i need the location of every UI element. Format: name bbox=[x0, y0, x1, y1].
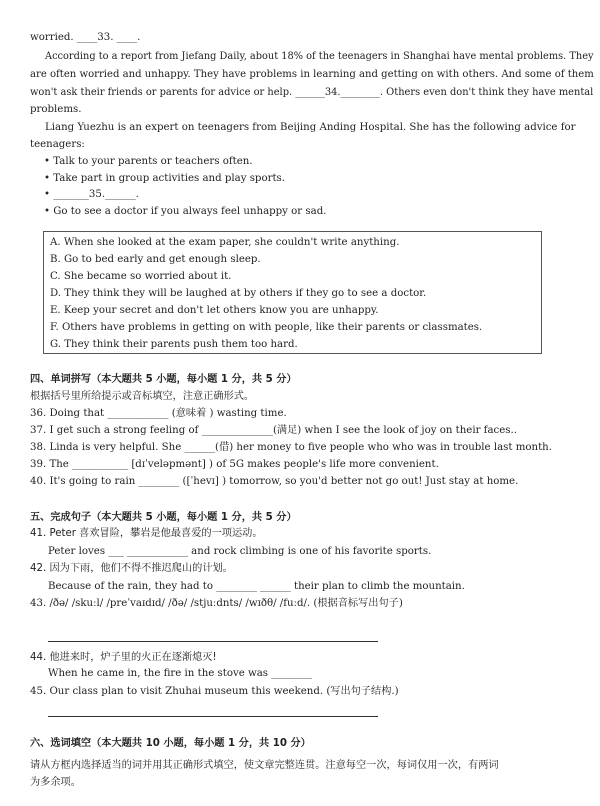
passage-line: problems. bbox=[30, 104, 82, 115]
advice-item: • Go to see a doctor if you always feel unhappy or sad. bbox=[44, 206, 327, 217]
section4-instruction: 根据括号里所给提示或音标填空，注意正确形式。 bbox=[30, 391, 255, 402]
section6-instruction-cont: 为多余项。 bbox=[30, 777, 81, 788]
option-f: F. Others have problems in getting on with people, like their parents or classmates. bbox=[50, 322, 483, 333]
question-41: 41. Peter 喜欢冒险，攀岩是他最喜爱的一项运动。 bbox=[30, 528, 263, 539]
question-39: 39. The ___________ [dɪˈveləpmənt] ) of 5G makes people's life more convenient. bbox=[30, 459, 439, 470]
advice-item: • Take part in group activities and play sports. bbox=[44, 173, 286, 184]
option-b: B. Go to bed early and get enough sleep. bbox=[50, 254, 261, 265]
option-c: C. She became so worried about it. bbox=[50, 271, 232, 282]
question-45: 45. Our class plan to visit Zhuhai museum this weekend. (写出句子结构.) bbox=[30, 686, 399, 697]
section6-title: 六、选词填空（本大题共 10 小题，每小题 1 分，共 10 分） bbox=[30, 738, 311, 749]
question-38: 38. Linda is very helpful. She ______(借) her money to five people who who was in trouble last month. bbox=[30, 442, 552, 453]
section5-title: 五、完成句子（本大题共 5 小题，每小题 1 分，共 5 分） bbox=[30, 512, 297, 523]
advice-item: • Talk to your parents or teachers often. bbox=[44, 156, 253, 167]
question-44-sentence: When he came in, the fire in the stove was ________ bbox=[48, 668, 313, 679]
section4-title: 四、单词拼写（本大题共 5 小题，每小题 1 分，共 5 分） bbox=[30, 374, 297, 385]
passage-line: worried. ____33. ____. bbox=[30, 32, 141, 43]
question-42: 42. 因为下雨，他们不得不推迟爬山的计划。 bbox=[30, 563, 233, 574]
option-g: G. They think their parents push them too hard. bbox=[50, 339, 298, 350]
question-36: 36. Doing that ____________ (意味着 ) wasting time. bbox=[30, 408, 287, 419]
answer-line-45 bbox=[48, 716, 378, 717]
question-41-sentence: Peter loves ___ ____________ and rock climbing is one of his favorite sports. bbox=[48, 546, 432, 557]
question-43: 43. /ðə/ /skuːl/ /preˈvaɪdɪd/ /ðə/ /stjuːdnts/ /wɪðθ/ /fuːd/. (根据音标写出句子) bbox=[30, 598, 403, 609]
question-42-sentence: Because of the rain, they had to ________ ______ their plan to climb the mountain. bbox=[48, 581, 465, 592]
option-e: E. Keep your secret and don't let others know you are unhappy. bbox=[50, 305, 379, 316]
answer-line-43 bbox=[48, 641, 378, 642]
question-44: 44. 他进来时，炉子里的火正在逐渐熄灭! bbox=[30, 652, 217, 663]
option-a: A. When she looked at the exam paper, she couldn't write anything. bbox=[50, 237, 400, 248]
section6-instruction: 请从方框内选择适当的词并用其正确形式填空，使文章完整连贯。注意每空一次，每词仅用一次，有两词 bbox=[30, 760, 499, 771]
passage-line: are often worried and unhappy. They have problems in learning and getting on with others. And some of them bbox=[30, 69, 594, 80]
option-d: D. They think they will be laughed at by others if they go to see a doctor. bbox=[50, 288, 427, 299]
passage-line: won't ask their friends or parents for advice or help. ______34.________. Others even don't think they have mental bbox=[30, 87, 594, 98]
advice-item: • _______35.______. bbox=[44, 189, 139, 200]
question-40: 40. It's going to rain ________ ([ˈhevɪ] ) tomorrow, so you'd better not go out! Just stay at home. bbox=[30, 476, 519, 487]
passage-line: teenagers: bbox=[30, 139, 85, 150]
passage-line: According to a report from Jiefang Daily, about 18% of the teenagers in Shanghai have mental problems. They bbox=[45, 51, 594, 62]
question-37: 37. I get such a strong feeling of ______________(满足) when I see the look of joy on their faces.. bbox=[30, 425, 517, 436]
passage-line: Liang Yuezhu is an expert on teenagers from Beijing Anding Hospital. She has the following advice for bbox=[45, 122, 576, 133]
